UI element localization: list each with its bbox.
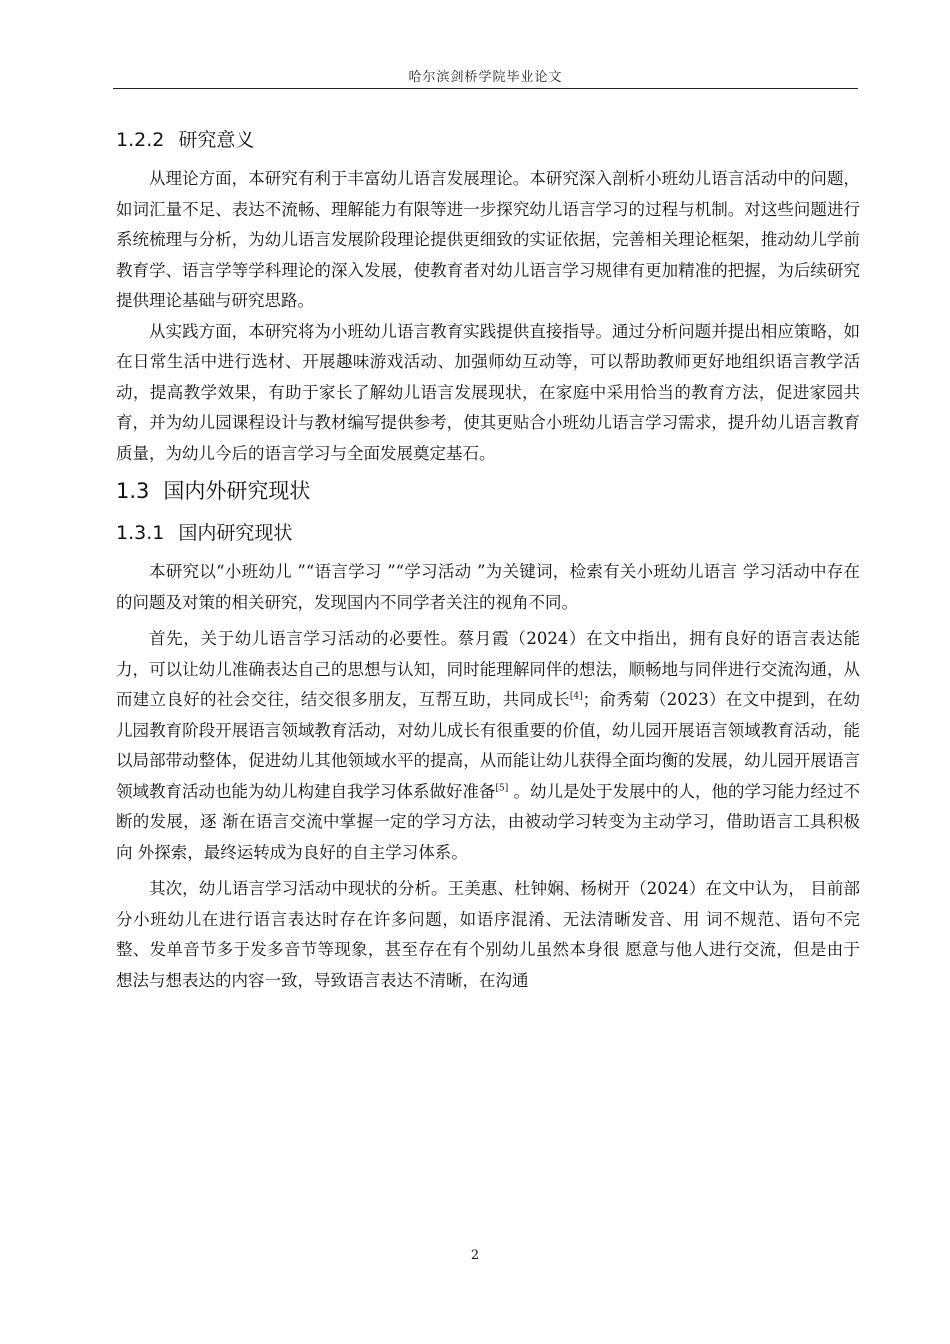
heading-text: 国内外研究现状 [163, 479, 311, 503]
paragraph-practice: 从实践方面，本研究将为小班幼儿语言教育实践提供直接指导。通过分析问题并提出相应策略，如在日常生活中进行选材、开展趣味游戏活动、加强师幼互动等，可以帮助教师更好地组织语言教学活动，提高教学效果，有助于家长了解幼儿语言发展现状，在家庭中采用恰当的教育方法，促进家园共育，并为幼儿园课程设计与教材编写提供参考，使其更贴合小班幼儿语言学习需求，提升幼儿语言教育质量，为幼儿今后的语言学习与全面发展奠定基石。 [116, 321, 860, 463]
paragraph-text: ；俞秀菊（2023）在文中提到，在幼儿园教育阶段开展语言领域教育活动，对幼儿成长有很重要的价值，幼儿园开展语言领域教育活动，能以局部带动整体，促进幼儿其他领域水平的提高，从而能让幼儿获得全面均衡的发展，幼儿园开展语言领域教育活动也能为幼儿构建自我学习体系做好准备 [116, 690, 861, 801]
page-number: 2 [470, 1248, 480, 1263]
heading-number: 1.2.2 [116, 129, 165, 151]
paragraph-necessity [116, 624, 860, 868]
citation-ref-5[interactable]: [5] [495, 783, 509, 793]
heading-1-3 [116, 469, 860, 513]
citation-ref-4[interactable]: [4] [569, 691, 583, 702]
header-rule [113, 88, 858, 89]
heading-text: 研究意义 [178, 129, 255, 151]
paragraph-text: 。幼儿是处于发展中的人，他的学习能力经过不断的发展，逐 渐在语言交流中掌握一定的学习方法，由被动学习转变为主动学习，借助语言工具积极向 外探索，最终运转成为良好的自主学习体系。 [116, 781, 860, 862]
paragraph-keywords: 本研究以“小班幼儿 ”“语言学习 ”“学习活动 ”为关键词，检索有关小班幼儿语言 学习活动中存在的问题及对策的相关研究，发现国内不同学者关注的视角不同。 [116, 562, 860, 612]
heading-text: 国内研究现状 [178, 522, 293, 544]
heading-1-2-2 [116, 120, 860, 160]
heading-1-3-1 [116, 513, 860, 553]
paragraph-current-status: 其次，幼儿语言学习活动中现状的分析。王美惠、杜钟娴、杨树开（2024）在文中认为， 目前部分小班幼儿在进行语言表达时存在许多问题，如语序混淆、无法清晰发音、用 词不规范、语句不完整、发单音节多于发多音节等现象，甚至存在有个别幼儿虽然本身很 愿意与他人进行交流，但是由于想法与想表达的内容一致，导致语言表达不清晰，在沟通 [116, 879, 860, 990]
running-header: 哈尔滨剑桥学院毕业论文 [408, 70, 563, 85]
main-content [116, 120, 860, 996]
paragraph-theory: 从理论方面，本研究有利于丰富幼儿语言发展理论。本研究深入剖析小班幼儿语言活动中的问题，如词汇量不足、表达不流畅、理解能力有限等进一步探究幼儿语言学习的过程与机制。对这些问题进行系统梳理与分析，为幼儿语言发展阶段理论提供更细致的实证依据，完善相关理论框架，推动幼儿学前教育学、语言学等学科理论的深入发展，使教育者对幼儿语言学习规律有更加精准的把握，为后续研究提供理论基础与研究思路。 [116, 169, 860, 310]
heading-number: 1.3 [116, 479, 150, 503]
heading-number: 1.3.1 [116, 522, 165, 544]
paragraph-text: 首先，关于幼儿语言学习活动的必要性。蔡月霞（2024）在文中指出，拥有良好的语言表达能力，可以让幼儿准确表达自己的思想与认知，同时能理解同伴的想法，顺畅地与同伴进行交流沟通，从而建立良好的社会交往，结交很多朋友，互帮互助，共同成长 [116, 629, 860, 709]
